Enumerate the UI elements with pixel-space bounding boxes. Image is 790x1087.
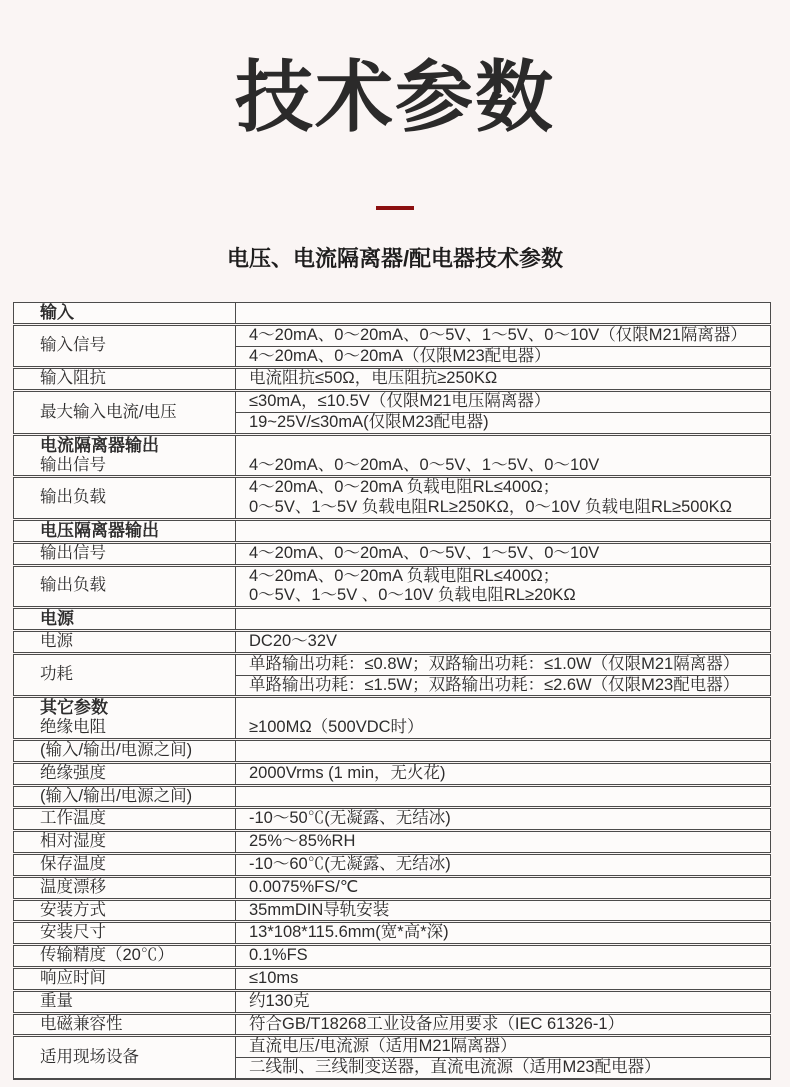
page-title: 技术参数 <box>234 53 555 141</box>
spec-value: ≤10ms <box>249 968 299 987</box>
spec-value: 4～20mA、0～20mA、0～5V、1～5V、0～10V <box>249 543 600 562</box>
spec-value-cell <box>236 809 770 829</box>
table-row <box>13 877 771 899</box>
table-row <box>13 1014 771 1036</box>
table-row <box>13 368 771 390</box>
spec-label-cell <box>14 369 236 389</box>
spec-value-cell <box>236 478 770 518</box>
section-header: 电流隔离器输出 <box>40 435 159 455</box>
spec-value: -10～50℃(无凝露、无结冰) <box>249 809 451 828</box>
spec-label-cell <box>14 303 236 323</box>
spec-value-cell <box>236 923 770 943</box>
spec-label: 安装方式 <box>40 900 106 919</box>
spec-value-empty <box>236 436 770 456</box>
spec-label: 电磁兼容性 <box>40 1014 123 1033</box>
spec-label-cell <box>14 609 236 629</box>
table-row <box>13 786 771 808</box>
spec-label-cell <box>14 832 236 852</box>
spec-value: -10～60℃(无凝露、无结冰) <box>249 854 451 873</box>
table-row <box>13 763 771 785</box>
spec-label-cell <box>14 969 236 989</box>
spec-label: 输入阻抗 <box>40 369 106 388</box>
spec-value: 符合GB/T18268工业设备应用要求（IEC 61326-1） <box>249 1014 625 1033</box>
spec-label-cell <box>14 436 236 476</box>
spec-label: 输入信号 <box>40 336 106 355</box>
spec-label: 绝缘强度 <box>40 763 106 782</box>
spec-label-cell <box>14 787 236 807</box>
table-row <box>13 697 771 739</box>
spec-label-cell <box>14 655 236 696</box>
table-row <box>13 900 771 922</box>
spec-value: 直流电压/电流源（适用M21隔离器） <box>249 1037 517 1056</box>
spec-value-cell <box>236 369 770 389</box>
spec-label-cell <box>14 809 236 829</box>
spec-label-cell <box>14 923 236 943</box>
spec-label: 适用现场设备 <box>40 1047 139 1066</box>
spec-label: 输出信号 <box>40 455 106 474</box>
spec-value-cell <box>236 855 770 875</box>
spec-label-cell <box>14 698 236 738</box>
spec-label-cell <box>14 392 236 433</box>
spec-value-cell <box>236 521 770 541</box>
spec-value-empty <box>236 303 770 323</box>
spec-value: 0.1%FS <box>249 946 308 965</box>
spec-label-cell <box>14 901 236 921</box>
spec-value-cell <box>236 567 770 607</box>
spec-value-cell <box>236 326 770 367</box>
title-divider <box>376 206 414 210</box>
table-row <box>13 325 771 368</box>
spec-value-cell <box>236 878 770 898</box>
spec-label-cell <box>14 741 236 761</box>
spec-value: 13*108*115.6mm(宽*高*深) <box>249 923 449 942</box>
spec-value-cell <box>236 741 770 761</box>
spec-value: 35mmDIN导轨安装 <box>249 900 390 919</box>
spec-label-cell <box>14 855 236 875</box>
spec-value-cell <box>236 787 770 807</box>
table-caption: 电压、电流隔离器/配电器技术参数 <box>226 246 564 271</box>
spec-value-cell <box>236 969 770 989</box>
section-header: 电压隔离器输出 <box>40 520 159 540</box>
table-row <box>13 520 771 542</box>
spec-value: 0～5V、1～5V 负载电阻RL≥250KΩ，0～10V 负载电阻RL≥500KΩ <box>249 498 732 517</box>
spec-value-cell <box>236 303 770 323</box>
table-row <box>13 831 771 853</box>
spec-label: 绝缘电阻 <box>40 718 106 737</box>
spec-value-cell <box>236 992 770 1012</box>
spec-label: (输入/输出/电源之间) <box>40 786 193 805</box>
spec-value: 电流阻抗≤50Ω，电压阻抗≥250KΩ <box>249 369 498 388</box>
spec-value-empty <box>236 698 770 718</box>
spec-value: 单路输出功耗：≤0.8W；双路输出功耗：≤1.0W（仅限M21隔离器） <box>249 654 740 673</box>
spec-table <box>13 302 771 1080</box>
spec-value: DC20～32V <box>249 631 338 650</box>
spec-label: 工作温度 <box>40 809 106 828</box>
spec-value-cell <box>236 698 770 738</box>
table-row <box>13 543 771 565</box>
spec-value: 4～20mA、0～20mA 负载电阻RL≤400Ω； <box>249 478 560 497</box>
table-row <box>13 740 771 762</box>
spec-label-cell <box>14 878 236 898</box>
spec-label-cell <box>14 1037 236 1078</box>
spec-value: ≤30mA，≤10.5V（仅限M21电压隔离器） <box>249 392 551 411</box>
spec-value: 二线制、三线制变送器，直流电流源（适用M23配电器） <box>236 1057 770 1078</box>
table-row <box>13 435 771 477</box>
spec-value-cell <box>236 764 770 784</box>
spec-value-cell <box>236 436 770 476</box>
spec-value: 4～20mA、0～20mA（仅限M23配电器） <box>236 346 770 367</box>
spec-label-cell <box>14 764 236 784</box>
spec-value: 25%～85%RH <box>249 832 356 851</box>
spec-label: 输出负载 <box>40 488 106 507</box>
spec-label-cell <box>14 326 236 367</box>
spec-value-empty <box>236 521 770 541</box>
table-row <box>13 1036 771 1080</box>
table-row <box>13 922 771 944</box>
table-row <box>13 477 771 519</box>
spec-value: 4～20mA、0～20mA、0～5V、1～5V、0～10V（仅限M21隔离器） <box>249 325 747 344</box>
table-row <box>13 631 771 653</box>
spec-label-cell <box>14 992 236 1012</box>
spec-label: (输入/输出/电源之间) <box>40 740 193 759</box>
spec-value-cell <box>236 544 770 564</box>
spec-value-cell <box>236 901 770 921</box>
table-row <box>13 391 771 434</box>
spec-value: 单路输出功耗：≤1.5W；双路输出功耗：≤2.6W（仅限M23配电器） <box>236 675 770 696</box>
spec-value-empty <box>236 741 770 761</box>
table-row <box>13 566 771 608</box>
spec-value: 4～20mA、0～20mA、0～5V、1～5V、0～10V <box>249 455 600 474</box>
spec-label-cell <box>14 946 236 966</box>
spec-label: 输出信号 <box>40 543 106 562</box>
table-row <box>13 302 771 324</box>
spec-label: 安装尺寸 <box>40 923 106 942</box>
spec-value-empty <box>236 787 770 807</box>
spec-value-cell <box>236 832 770 852</box>
spec-label: 功耗 <box>40 665 73 684</box>
spec-label: 重量 <box>40 991 73 1010</box>
spec-label-cell <box>14 544 236 564</box>
table-row <box>13 808 771 830</box>
spec-label: 温度漂移 <box>40 877 106 896</box>
spec-value-cell <box>236 946 770 966</box>
section-header: 其它参数 <box>40 698 108 718</box>
spec-label-cell <box>14 1015 236 1035</box>
spec-value: 0.0075%FS/℃ <box>249 877 359 896</box>
section-header: 输入 <box>40 303 74 322</box>
spec-label: 电源 <box>40 631 73 650</box>
section-header: 电源 <box>40 609 74 629</box>
spec-value-cell <box>236 655 770 696</box>
spec-value-cell <box>236 1037 770 1078</box>
spec-value-empty <box>236 609 770 629</box>
spec-value-cell <box>236 609 770 629</box>
spec-value: 约130克 <box>249 991 310 1010</box>
spec-value-cell <box>236 632 770 652</box>
table-row <box>13 654 771 697</box>
table-row <box>13 991 771 1013</box>
spec-value: 4～20mA、0～20mA 负载电阻RL≤400Ω； <box>249 566 560 585</box>
spec-label: 输出负载 <box>40 576 106 595</box>
spec-value: 0～5V、1～5V 、0～10V 负载电阻RL≥20KΩ <box>249 586 576 605</box>
table-row <box>13 854 771 876</box>
spec-label: 保存温度 <box>40 854 106 873</box>
table-row <box>13 608 771 630</box>
spec-label-cell <box>14 567 236 607</box>
spec-label: 最大输入电流/电压 <box>40 402 177 421</box>
spec-value: ≥100MΩ（500VDC时） <box>249 718 424 737</box>
spec-label-cell <box>14 521 236 541</box>
spec-label: 相对湿度 <box>40 832 106 851</box>
spec-value-cell <box>236 1015 770 1035</box>
spec-label: 响应时间 <box>40 968 106 987</box>
spec-value: 2000Vrms (1 min，无火花) <box>249 763 446 782</box>
table-row <box>13 968 771 990</box>
spec-value-cell <box>236 392 770 433</box>
spec-value: 19~25V/≤30mA(仅限M23配电器) <box>236 412 770 433</box>
spec-label: 传输精度（20℃） <box>40 946 174 965</box>
table-row <box>13 945 771 967</box>
spec-label-cell <box>14 478 236 518</box>
spec-label-cell <box>14 632 236 652</box>
